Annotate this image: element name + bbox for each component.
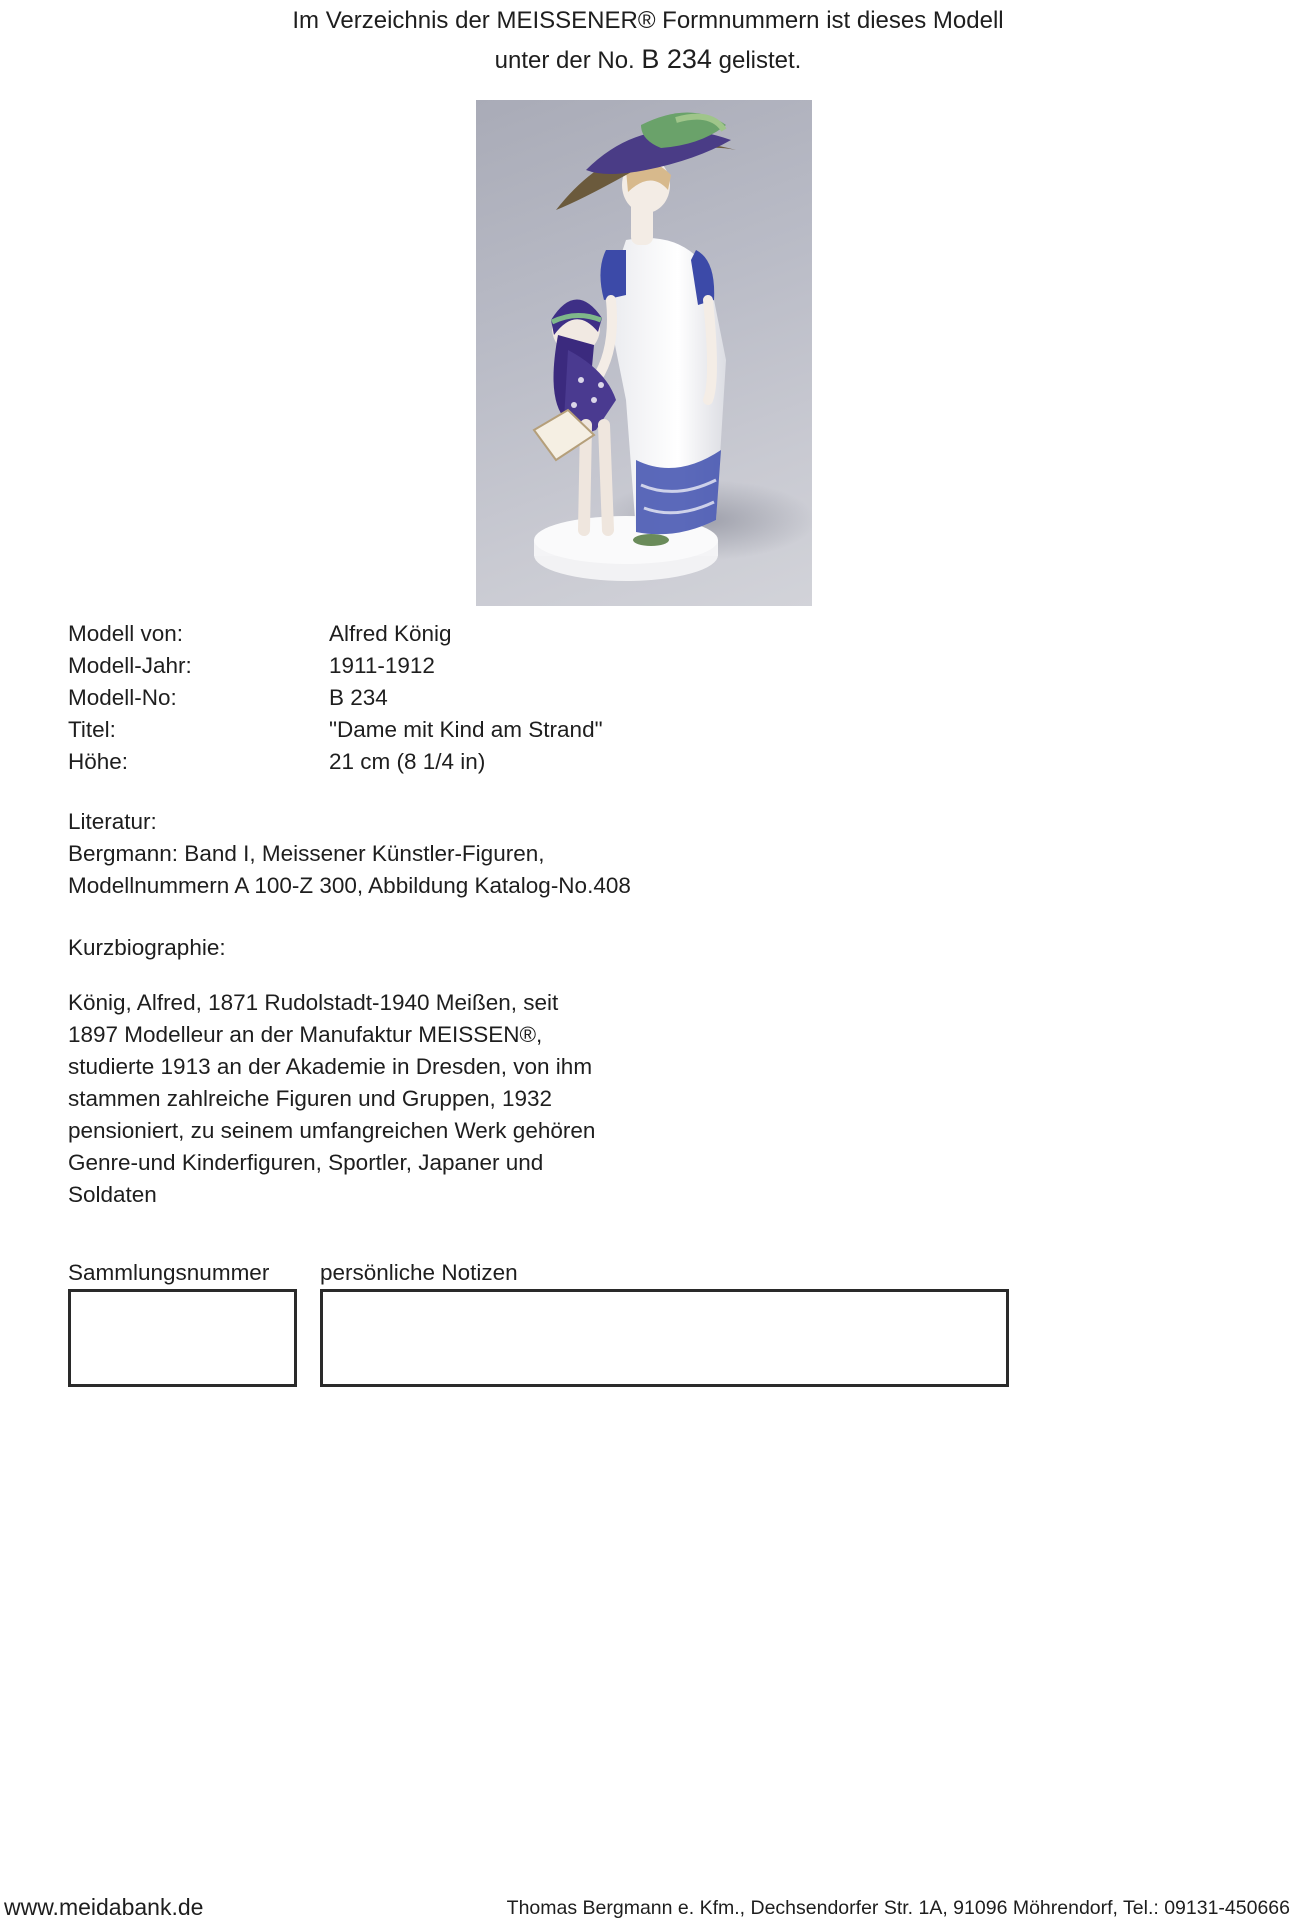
bio-line: König, Alfred, 1871 Rudolstadt-1940 Meißen, seit	[68, 990, 559, 1015]
literatur-heading: Literatur:	[68, 809, 157, 834]
literatur-section	[68, 806, 631, 902]
literatur-line: Modellnummern A 100-Z 300, Abbildung Katalog-No.408	[68, 873, 631, 898]
bio-line: Genre-und Kinderfiguren, Sportler, Japaner und	[68, 1150, 544, 1175]
detail-label: Modell von:	[68, 621, 184, 646]
detail-value: B 234	[329, 685, 388, 710]
sammlungsnummer-field[interactable]	[68, 1289, 297, 1387]
header-model-number: B 234	[641, 44, 712, 74]
detail-label: Modell-Jahr:	[68, 653, 192, 678]
header-text	[0, 0, 1296, 80]
bio-line: stammen zahlreiche Figuren und Gruppen, 1932	[68, 1086, 553, 1111]
bio-line: Soldaten	[68, 1182, 157, 1207]
notizen-label: persönliche Notizen	[320, 1260, 518, 1285]
notizen-field[interactable]	[320, 1289, 1009, 1387]
detail-row-hoehe	[68, 746, 603, 778]
detail-row-titel	[68, 714, 603, 746]
header-line-2	[0, 40, 1296, 80]
detail-value: Alfred König	[329, 621, 452, 646]
detail-row-modell-no	[68, 682, 603, 714]
header-line-2-suffix: gelistet.	[718, 47, 802, 74]
footer-address: Thomas Bergmann e. Kfm., Dechsendorfer Str. 1A, 91096 Möhrendorf, Tel.: 09131-450666	[506, 1897, 1290, 1919]
detail-value: "Dame mit Kind am Strand"	[329, 717, 603, 742]
figurine-photo	[476, 100, 812, 606]
header-line-1: Im Verzeichnis der MEISSENER® Formnummern ist dieses Modell	[292, 7, 1004, 34]
bio-line: studierte 1913 an der Akademie in Dresden, von ihm	[68, 1054, 593, 1079]
detail-row-model-von	[68, 618, 603, 650]
detail-label: Titel:	[68, 717, 116, 742]
footer-website: www.meidabank.de	[4, 1894, 204, 1920]
kurzbiographie-heading: Kurzbiographie:	[68, 935, 226, 960]
kurzbiographie-text	[68, 987, 668, 1211]
sammlungsnummer-label: Sammlungsnummer	[68, 1260, 270, 1285]
model-details	[68, 618, 603, 778]
literatur-line: Bergmann: Band I, Meissener Künstler-Figuren,	[68, 841, 545, 866]
bio-line: pensioniert, zu seinem umfangreichen Werk gehören	[68, 1118, 596, 1143]
detail-label: Höhe:	[68, 749, 129, 774]
bio-line: 1897 Modelleur an der Manufaktur MEISSEN®,	[68, 1022, 543, 1047]
detail-label: Modell-No:	[68, 685, 177, 710]
detail-value: 1911-1912	[329, 653, 435, 678]
detail-value: 21 cm (8 1/4 in)	[329, 749, 486, 774]
detail-row-modell-jahr	[68, 650, 603, 682]
header-line-2-prefix: unter der No.	[494, 47, 635, 74]
